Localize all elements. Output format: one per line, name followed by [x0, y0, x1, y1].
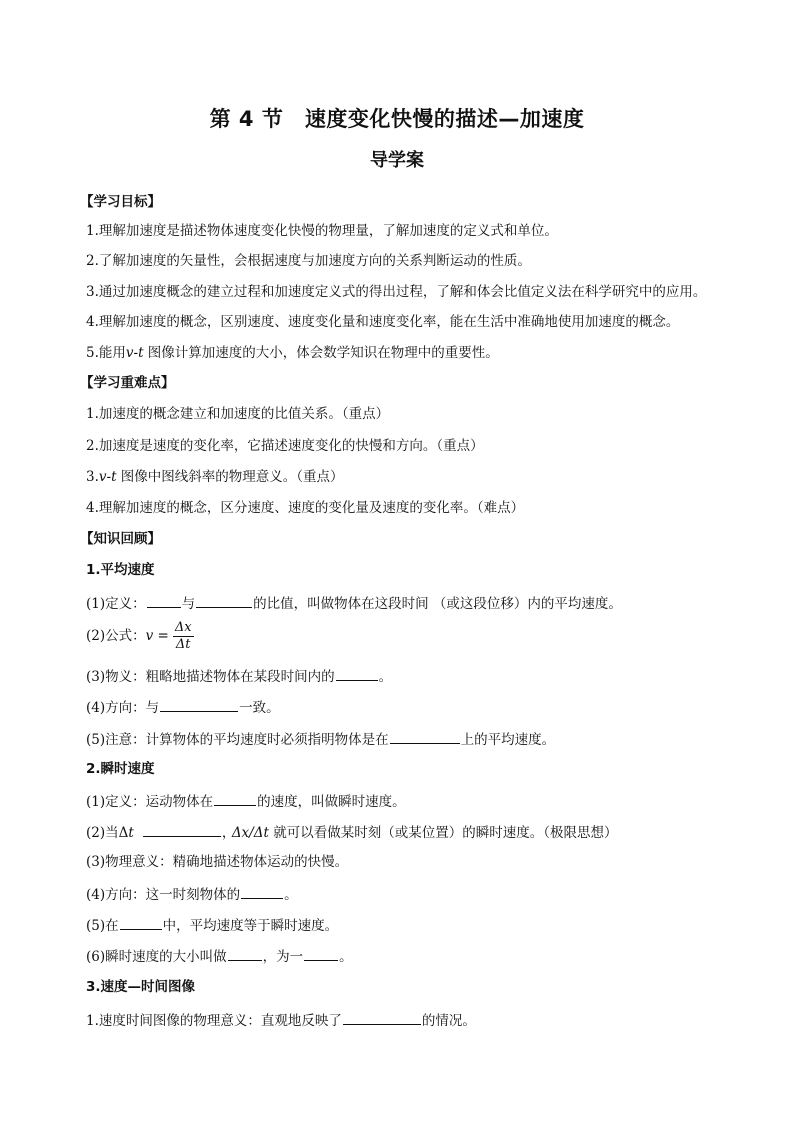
- answer-blank[interactable]: [228, 946, 262, 961]
- fill-in-line: (5)在 中，平均速度等于瞬时速度。: [86, 915, 338, 935]
- fill-in-line: (1)定义：运动物体在 的速度，叫做瞬时速度。: [86, 791, 406, 811]
- answer-blank[interactable]: [120, 915, 162, 930]
- key-point-item: 2.加速度是速度的变化率，它描述速度变化的快慢和方向。（重点）: [86, 438, 484, 454]
- fill-in-line: (6)瞬时速度的大小叫做 ，为一 。: [86, 946, 353, 966]
- goal-item: 3.通过加速度概念的建立过程和加速度定义式的得出过程，了解和体会比值定义法在科学研究中的应用。: [86, 284, 707, 300]
- subsection-heading-average-velocity: 1.平均速度: [86, 562, 155, 578]
- fill-in-line: (5)注意：计算物体的平均速度时必须指明物体是在 上的平均速度。: [86, 729, 555, 749]
- page-subtitle: 导学案: [370, 150, 424, 171]
- goal-item: 2.了解加速度的矢量性，会根据速度与加速度方向的关系判断运动的性质。: [86, 253, 531, 269]
- formula-line: (2)公式：v = $\frac{\Delta x}{\Delta t}$: [86, 620, 192, 652]
- answer-blank[interactable]: [336, 666, 378, 681]
- fill-in-line: 1.速度时间图像的物理意义：直观地反映了 的情况。: [86, 1010, 476, 1030]
- key-point-item: 1.加速度的概念建立和加速度的比值关系。（重点）: [86, 406, 390, 422]
- goal-item: 4.理解加速度的概念，区别速度、速度变化量和速度变化率，能在生活中准确地使用加速度的概念。: [86, 314, 680, 330]
- subsection-heading-velocity-time-graph: 3.速度—时间图像: [86, 979, 196, 995]
- key-point-item: 4.理解加速度的概念，区分速度、速度的变化量及速度的变化率。（难点）: [86, 500, 525, 516]
- answer-blank[interactable]: [147, 593, 181, 608]
- answer-blank[interactable]: [214, 791, 256, 806]
- answer-blank[interactable]: [304, 946, 338, 961]
- fill-in-line: (1)定义： 与 的比值，叫做物体在这段时间 （或这段位移）内的平均速度。: [86, 593, 622, 613]
- answer-blank[interactable]: [143, 822, 221, 837]
- fill-in-line: (4)方向：与 一致。: [86, 697, 280, 717]
- formula-fraction: $\frac{\Delta x}{\Delta t}$: [174, 620, 192, 652]
- answer-blank[interactable]: [390, 729, 460, 744]
- section-heading-review: 【知识回顾】: [80, 531, 161, 547]
- subsection-heading-instantaneous-velocity: 2.瞬时速度: [86, 761, 155, 777]
- key-point-item: 3.v-t 图像中图线斜率的物理意义。（重点）: [86, 469, 344, 485]
- goal-item: 5.能用v-t 图像计算加速度的大小，体会数学知识在物理中的重要性。: [86, 345, 499, 361]
- text-line: (3)物理意义：精确地描述物体运动的快慢。: [86, 854, 349, 870]
- answer-blank[interactable]: [160, 697, 238, 712]
- answer-blank[interactable]: [241, 884, 283, 899]
- fill-in-line: (4)方向：这一时刻物体的 。: [86, 884, 298, 904]
- answer-blank[interactable]: [343, 1010, 421, 1025]
- goal-item: 1.理解加速度是描述物体速度变化快慢的物理量，了解加速度的定义式和单位。: [86, 223, 558, 239]
- answer-blank[interactable]: [196, 593, 252, 608]
- section-heading-goals: 【学习目标】: [80, 194, 161, 210]
- page-title: 第 4 节 速度变化快慢的描述—加速度: [209, 107, 585, 131]
- section-heading-key-points: 【学习重难点】: [80, 375, 175, 391]
- fill-in-line: (3)物义：粗略地描述物体在某段时间内的 。: [86, 666, 392, 686]
- fill-in-line: (2)当Δt ，Δx/Δt 就可以看做某时刻（或某位置）的瞬时速度。（极限思想）: [86, 822, 617, 842]
